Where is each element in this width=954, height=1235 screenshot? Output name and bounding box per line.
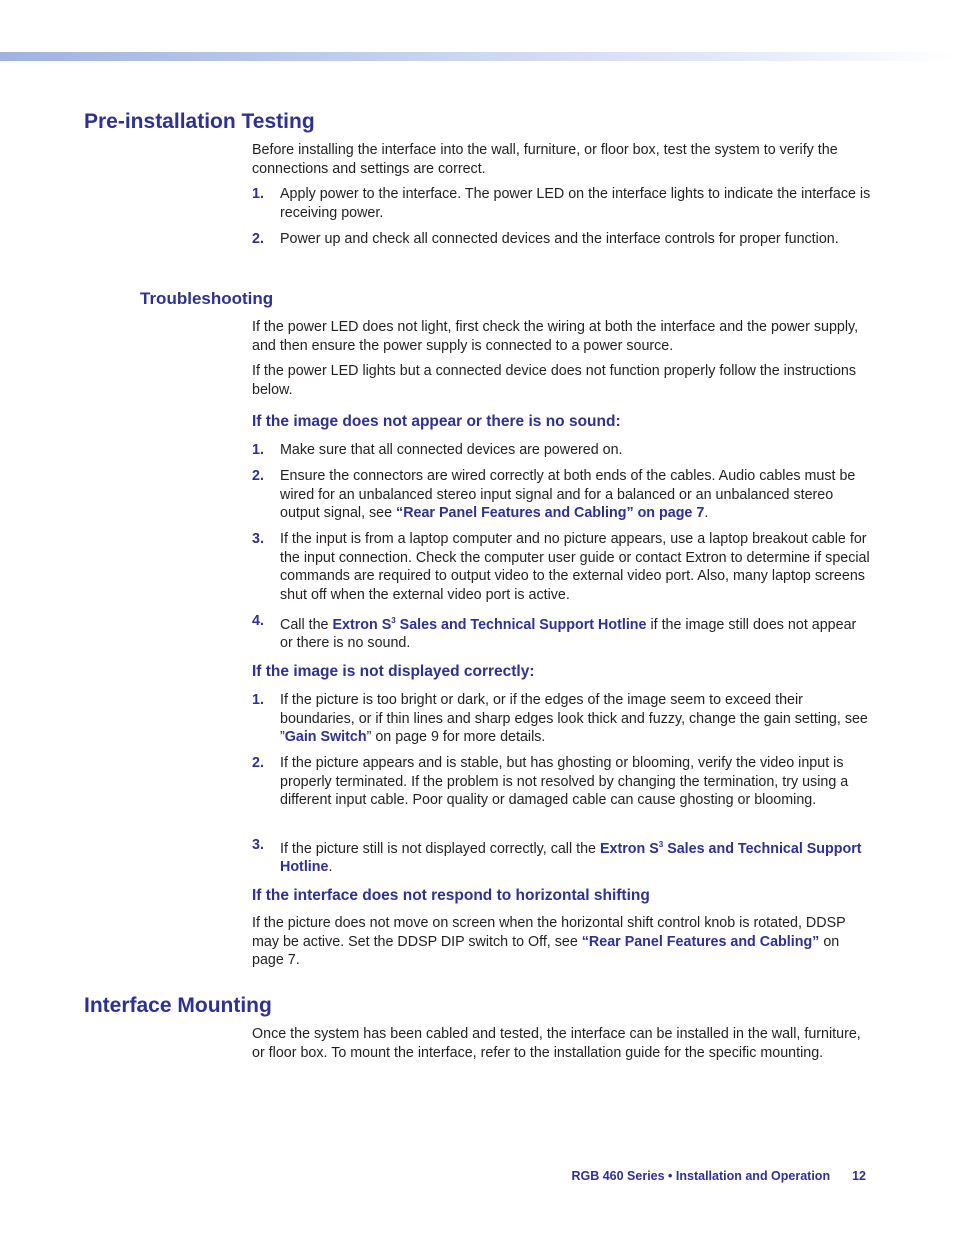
list-item xyxy=(252,441,872,460)
link-text: Extron S xyxy=(599,840,659,857)
step-text xyxy=(280,612,872,653)
step-number: 1. xyxy=(252,186,264,202)
pre-installation-intro: Before installing the interface into the wall, furniture, or floor box, test the system to verify the connections and settings are correct. xyxy=(252,142,838,177)
step-number: 3. xyxy=(252,837,264,853)
para-text-part: on page 7. xyxy=(252,933,840,969)
step-text: Power up and check all connected devices and the interface controls for proper function. xyxy=(280,231,839,247)
step-text: If the picture appears and is stable, but has ghosting or blooming, verify the video input is properly terminated. If the problem is not resolved by changing the termination, try using a different input cable. Poor quality or damaged cable can cause ghosting or blooming. xyxy=(280,755,849,809)
gain-switch-link[interactable]: Gain Switch xyxy=(284,729,367,746)
list-item xyxy=(252,230,872,249)
step-text: Apply power to the interface. The power LED on the interface lights to indicate the interface is receiving power. xyxy=(280,186,871,221)
para-text-part: If the picture does not move on screen when the horizontal shift control knob is rotated, DDSP may be active. Set the DDSP DIP switch to Off, see xyxy=(252,915,846,950)
step-number: 2. xyxy=(252,468,264,484)
list-item xyxy=(252,691,872,747)
step-text-part: ” on page 9 for more details. xyxy=(366,729,546,746)
superscript: 3 xyxy=(391,616,396,625)
heading-no-image-no-sound: If the image does not appear or there is no sound: xyxy=(252,413,621,430)
footer-doc-title: RGB 460 Series • Installation and Operation xyxy=(571,1169,831,1183)
section-title-pre-installation: Pre-installation Testing xyxy=(84,110,315,133)
link-text: Sales and Technical Support Hotline xyxy=(395,616,647,633)
superscript: 3 xyxy=(658,840,664,849)
step-text xyxy=(280,467,872,523)
troubleshooting-para-2: If the power LED lights but a connected device does not function properly follow the instructions below. xyxy=(252,363,856,398)
rear-panel-link[interactable]: “Rear Panel Features and Cabling” on page 7 xyxy=(396,505,705,522)
step-number: 2. xyxy=(252,231,264,247)
step-text-part: Ensure the connectors are wired correctly at both ends of the cables. Audio cables must be wired for an unbalanced stereo input signal and for a balanced or an unbalanced stereo output signal, see xyxy=(280,468,856,522)
step-number: 2. xyxy=(252,755,264,771)
step-text xyxy=(280,836,872,877)
step-text-part: if the image still does not appear or there is no sound. xyxy=(280,616,857,652)
subsection-title-troubleshooting: Troubleshooting xyxy=(140,289,274,308)
header-gradient-bar xyxy=(0,52,954,61)
list-item xyxy=(252,467,872,523)
list-item xyxy=(252,530,872,604)
step-number: 3. xyxy=(252,531,264,547)
step-text: If the input is from a laptop computer and no picture appears, use a laptop breakout cable for the input connection. Check the computer user guide or contact Extron to determine if special commands are required to output video to the external video port. Also, many laptop screens shut off when the external video port is active. xyxy=(280,531,870,603)
step-text-part: If the picture still is not displayed correctly, call the xyxy=(280,840,600,857)
link-text: Extron S xyxy=(332,616,392,633)
troubleshooting-para-1: If the power LED does not light, first check the wiring at both the interface and the power supply, and then ensure the power supply is connected to a power source. xyxy=(252,319,859,354)
page-footer xyxy=(571,1167,866,1185)
step-number: 1. xyxy=(252,442,264,458)
step-text-part: . xyxy=(704,505,709,522)
heading-horizontal-shifting: If the interface does not respond to horizontal shifting xyxy=(252,887,650,904)
step-text-part: Call the xyxy=(280,616,333,633)
list-item xyxy=(252,836,872,877)
rear-panel-link[interactable]: “Rear Panel Features and Cabling” xyxy=(581,933,820,950)
step-text: Make sure that all connected devices are powered on. xyxy=(280,442,623,458)
step-text-part: If the picture is too bright or dark, or if the edges of the image seem to exceed their boundaries, or if thin lines and sharp edges look thick and fuzzy, change the gain setting, see ” xyxy=(280,692,868,746)
step-text-part: . xyxy=(328,859,333,876)
support-hotline-link[interactable] xyxy=(332,617,646,633)
list-item xyxy=(252,185,872,222)
page-number: 12 xyxy=(852,1169,866,1183)
list-item xyxy=(252,754,872,810)
horizontal-shifting-para xyxy=(252,914,872,970)
section-title-interface-mounting: Interface Mounting xyxy=(84,994,272,1017)
list-item xyxy=(252,612,872,653)
step-text xyxy=(280,691,872,747)
step-number: 4. xyxy=(252,613,264,629)
step-number: 1. xyxy=(252,692,264,708)
interface-mounting-intro: Once the system has been cabled and tested, the interface can be installed in the wall, furniture, or floor box. To mount the interface, refer to the installation guide for the specific mounting. xyxy=(252,1026,861,1061)
heading-not-displayed-correctly: If the image is not displayed correctly: xyxy=(252,663,535,680)
link-text: Sales and Technical Support Hotline xyxy=(280,840,862,876)
